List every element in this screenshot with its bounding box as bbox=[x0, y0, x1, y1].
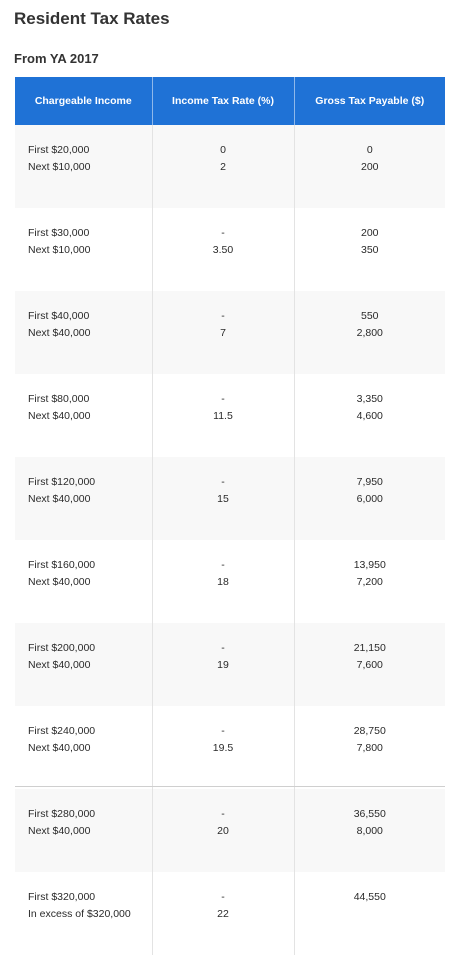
cell-gross-tax-payable-line: 13,950 bbox=[353, 559, 386, 571]
cell-income-tax-rate bbox=[152, 374, 294, 457]
cell-chargeable-income bbox=[15, 208, 152, 291]
cell-chargeable-income bbox=[15, 540, 152, 623]
cell-chargeable-income-line: First $320,000 bbox=[28, 891, 96, 903]
cell-gross-tax-payable-line: 4,600 bbox=[356, 410, 383, 422]
cell-income-tax-rate-line: - bbox=[221, 891, 225, 903]
cell-income-tax-rate bbox=[152, 208, 294, 291]
cell-income-tax-rate-line: 15 bbox=[217, 493, 229, 505]
cell-income-tax-rate-line: - bbox=[221, 559, 225, 571]
cell-chargeable-income-line: First $240,000 bbox=[28, 725, 96, 737]
cell-chargeable-income-line: Next $40,000 bbox=[28, 327, 91, 339]
table-row bbox=[15, 125, 445, 208]
cell-gross-tax-payable bbox=[294, 125, 445, 208]
cell-gross-tax-payable-line: 200 bbox=[360, 227, 379, 239]
cell-income-tax-rate-line: 11.5 bbox=[213, 410, 233, 422]
table-row bbox=[15, 540, 445, 623]
cell-chargeable-income bbox=[15, 872, 152, 955]
cell-gross-tax-payable-line: 6,000 bbox=[356, 493, 383, 505]
cell-gross-tax-payable-line: 44,550 bbox=[353, 891, 386, 903]
table-row bbox=[15, 457, 445, 540]
cell-income-tax-rate bbox=[152, 623, 294, 706]
cell-chargeable-income-line: Next $40,000 bbox=[28, 576, 91, 588]
cell-income-tax-rate-line: - bbox=[221, 725, 225, 737]
cell-chargeable-income-line: Next $40,000 bbox=[28, 825, 91, 837]
cell-gross-tax-payable-line: 21,150 bbox=[353, 642, 386, 654]
cell-gross-tax-payable-line: 8,000 bbox=[356, 825, 383, 837]
cell-chargeable-income-line: First $80,000 bbox=[28, 393, 90, 405]
cell-chargeable-income-line: Next $40,000 bbox=[28, 659, 91, 671]
cell-income-tax-rate-line: - bbox=[221, 227, 225, 239]
cell-gross-tax-payable-line: 36,550 bbox=[353, 808, 386, 820]
cell-gross-tax-payable-line: 7,600 bbox=[356, 659, 383, 671]
cell-chargeable-income-line: In excess of $320,000 bbox=[28, 908, 131, 920]
table-row bbox=[15, 789, 445, 872]
cell-chargeable-income-line: First $20,000 bbox=[28, 144, 90, 156]
cell-income-tax-rate bbox=[152, 540, 294, 623]
cell-chargeable-income-line: First $40,000 bbox=[28, 310, 90, 322]
cell-chargeable-income bbox=[15, 789, 152, 872]
cell-chargeable-income bbox=[15, 457, 152, 540]
cell-gross-tax-payable-line: 550 bbox=[360, 310, 379, 322]
cell-gross-tax-payable-line: 7,800 bbox=[356, 742, 383, 754]
cell-chargeable-income-line: First $30,000 bbox=[28, 227, 90, 239]
cell-gross-tax-payable bbox=[294, 872, 445, 955]
table-row bbox=[15, 623, 445, 706]
cell-chargeable-income-line: First $160,000 bbox=[28, 559, 96, 571]
cell-gross-tax-payable-line: 7,950 bbox=[356, 476, 383, 488]
table-row bbox=[15, 208, 445, 291]
cell-income-tax-rate-line: - bbox=[221, 808, 225, 820]
table-row bbox=[15, 374, 445, 457]
cell-gross-tax-payable-line: 200 bbox=[360, 161, 379, 173]
cell-income-tax-rate-line: - bbox=[221, 393, 225, 405]
table-row bbox=[15, 291, 445, 374]
cell-gross-tax-payable-line: 2,800 bbox=[356, 327, 383, 339]
cell-income-tax-rate-line: 22 bbox=[217, 908, 229, 920]
cell-chargeable-income bbox=[15, 706, 152, 789]
cell-income-tax-rate-line: 19 bbox=[217, 659, 229, 671]
cell-income-tax-rate-line: 2 bbox=[220, 161, 226, 173]
cell-chargeable-income bbox=[15, 291, 152, 374]
cell-chargeable-income-line: Next $40,000 bbox=[28, 493, 91, 505]
cell-chargeable-income-line: Next $40,000 bbox=[28, 410, 91, 422]
header-income-tax-rate: Income Tax Rate (%) bbox=[152, 77, 294, 125]
cell-gross-tax-payable-line: 0 bbox=[366, 144, 373, 156]
cell-income-tax-rate-line: 7 bbox=[220, 327, 226, 339]
cell-income-tax-rate-line: - bbox=[221, 476, 225, 488]
cell-gross-tax-payable bbox=[294, 789, 445, 872]
table-row bbox=[15, 872, 445, 955]
cell-income-tax-rate bbox=[152, 291, 294, 374]
cell-chargeable-income-line: Next $10,000 bbox=[28, 244, 91, 256]
table-row bbox=[15, 706, 445, 789]
cell-chargeable-income bbox=[15, 374, 152, 457]
page-subtitle: From YA 2017 bbox=[14, 51, 99, 66]
cell-chargeable-income-line: First $200,000 bbox=[28, 642, 96, 654]
cell-chargeable-income-line: Next $40,000 bbox=[28, 742, 91, 754]
cell-gross-tax-payable bbox=[294, 208, 445, 291]
cell-gross-tax-payable-line: 350 bbox=[360, 244, 379, 256]
cell-income-tax-rate bbox=[152, 872, 294, 955]
cell-chargeable-income-line: First $280,000 bbox=[28, 808, 96, 820]
cell-gross-tax-payable-line: 7,200 bbox=[356, 576, 383, 588]
header-gross-tax-payable: Gross Tax Payable ($) bbox=[294, 77, 445, 125]
cell-chargeable-income-line: First $120,000 bbox=[28, 476, 96, 488]
cell-gross-tax-payable bbox=[294, 706, 445, 789]
cell-gross-tax-payable bbox=[294, 540, 445, 623]
cell-gross-tax-payable-line: 28,750 bbox=[353, 725, 386, 737]
cell-income-tax-rate-line: 3.50 bbox=[212, 244, 234, 256]
cell-gross-tax-payable bbox=[294, 623, 445, 706]
resident-tax-rates-table bbox=[15, 77, 445, 955]
cell-income-tax-rate bbox=[152, 457, 294, 540]
table-bottom-rule bbox=[15, 786, 445, 787]
cell-gross-tax-payable-line: 3,350 bbox=[356, 393, 383, 405]
cell-income-tax-rate bbox=[152, 789, 294, 872]
cell-gross-tax-payable bbox=[294, 457, 445, 540]
page-title: Resident Tax Rates bbox=[14, 9, 170, 28]
cell-income-tax-rate-line: 19.5 bbox=[212, 742, 234, 754]
cell-income-tax-rate bbox=[152, 125, 294, 208]
cell-chargeable-income bbox=[15, 125, 152, 208]
cell-income-tax-rate-line: 0 bbox=[220, 144, 226, 156]
header-chargeable-income: Chargeable Income bbox=[15, 77, 152, 125]
cell-income-tax-rate bbox=[152, 706, 294, 789]
cell-gross-tax-payable bbox=[294, 291, 445, 374]
cell-chargeable-income bbox=[15, 623, 152, 706]
cell-income-tax-rate-line: 18 bbox=[217, 576, 229, 588]
cell-income-tax-rate-line: - bbox=[221, 310, 225, 322]
cell-income-tax-rate-line: - bbox=[221, 642, 225, 654]
table-header-row bbox=[15, 77, 445, 125]
cell-gross-tax-payable-line bbox=[296, 906, 445, 923]
cell-income-tax-rate-line: 20 bbox=[217, 825, 229, 837]
cell-gross-tax-payable bbox=[294, 374, 445, 457]
cell-chargeable-income-line: Next $10,000 bbox=[28, 161, 91, 173]
